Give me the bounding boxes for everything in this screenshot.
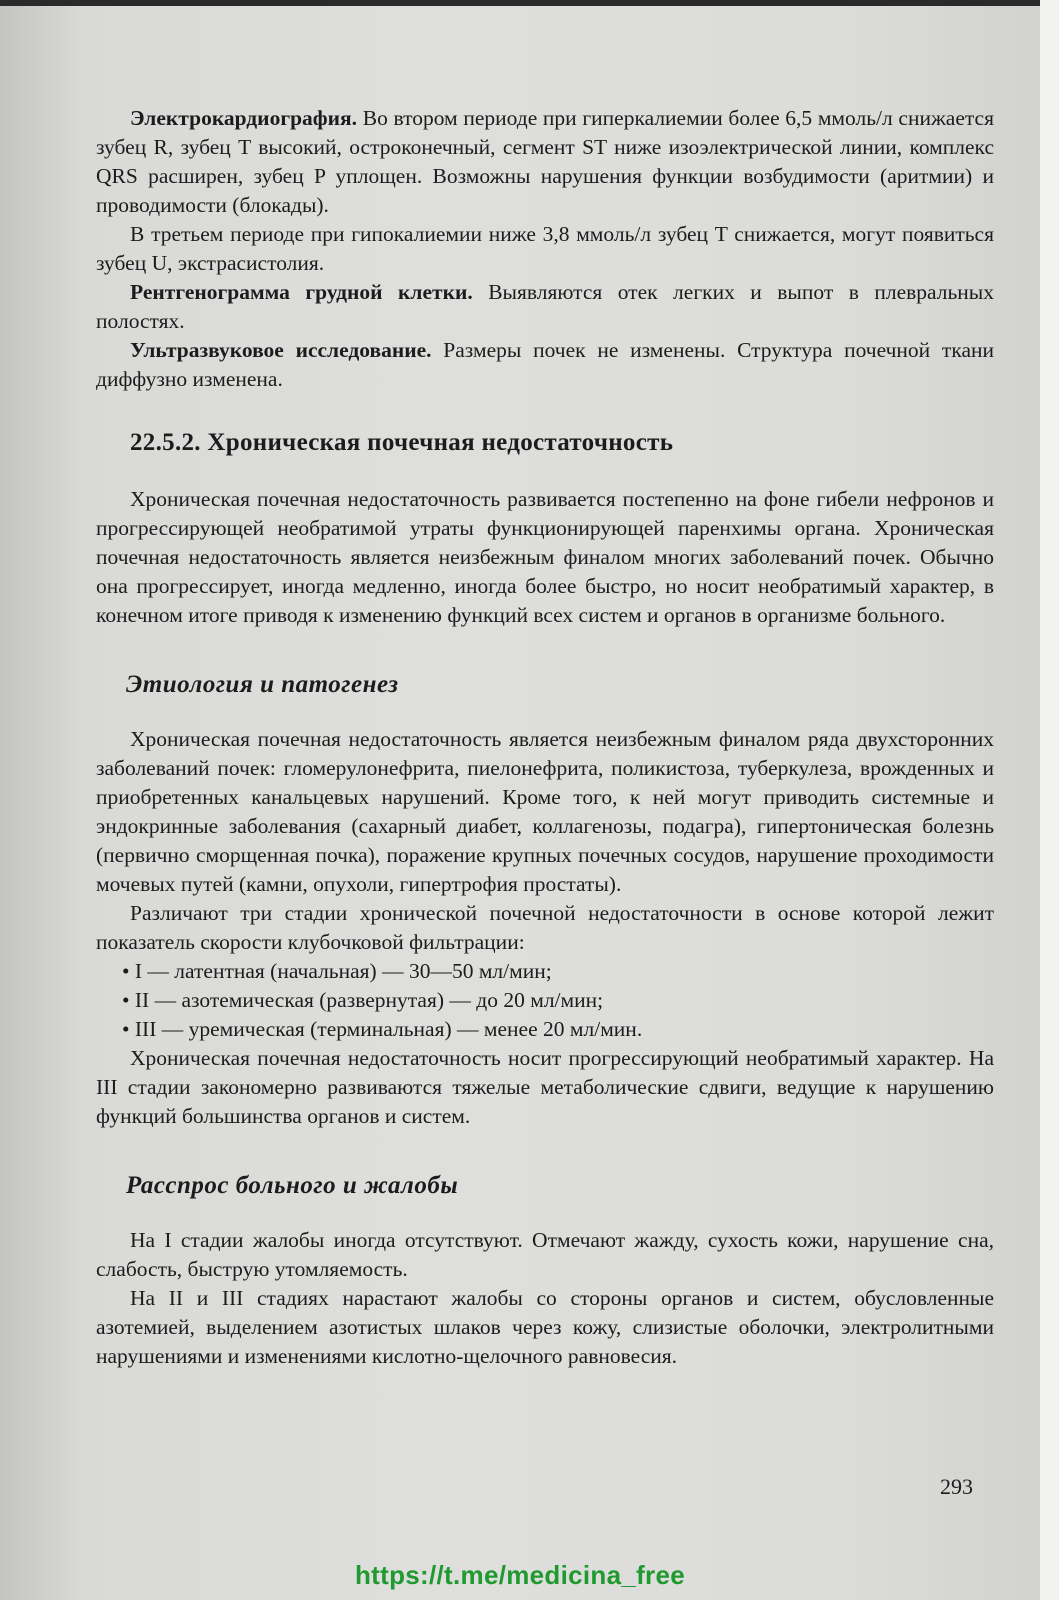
etiology-paragraph-2: Различают три стадии хронической почечной недостаточности в основе которой лежит показатель скорости клубочковой фильтрации: <box>96 901 994 954</box>
ecg-heading: Электрокардиография. <box>130 106 358 130</box>
xray-text: Выявляются отек легких и выпот в плевральных полостях. <box>96 280 994 333</box>
third-period-text: В третьем периоде при гипокалиемии ниже 3,8 ммоль/л зубец T снижается, могут появиться зубец U, экстрасистолия. <box>96 222 994 275</box>
page-content <box>96 104 994 1371</box>
etiology-paragraph-3: Хроническая почечная недостаточность носит прогрессирующий необратимый характер. На III стадии закономерно развиваются тяжелые метаболические сдвиги, ведущие к нарушению функций большинства органов и систем. <box>96 1046 994 1128</box>
ecg-text: Во втором периоде при гиперкалиемии более 6,5 ммоль/л снижается зубец R, зубец T высокий, остроконечный, сегмент ST ниже изоэлектрической линии, комплекс QRS расширен, зубец P уплощен. Возможны нарушения функции возбудимости (аритмии) и проводимости (блокады). <box>96 106 994 217</box>
stages-list <box>96 957 994 1044</box>
ultrasound-text: Размеры почек не изменены. Структура почечной ткани диффузно изменена. <box>96 338 994 391</box>
paragraph-xray <box>96 278 994 336</box>
paragraph-ultrasound <box>96 336 994 394</box>
stage-item: • III — уремическая (терминальная) — менее 20 мл/мин. <box>122 1017 643 1041</box>
section-title: 22.5.2. Хроническая почечная недостаточность <box>130 429 674 456</box>
complaints-paragraph-1: На I стадии жалобы иногда отсутствуют. Отмечают жажду, сухость кожи, нарушение сна, слабость, быструю утомляемость. <box>96 1228 994 1281</box>
complaints-title: Расспрос больного и жалобы <box>126 1172 459 1199</box>
stage-item: • I — латентная (начальная) — 30—50 мл/мин; <box>122 959 552 983</box>
page-number: 293 <box>940 1474 973 1499</box>
ultrasound-heading: Ультразвуковое исследование. <box>130 338 432 362</box>
etiology-paragraph-1: Хроническая почечная недостаточность является неизбежным финалом ряда двухсторонних заболеваний почек: гломерулонефрита, пиелонефрита, поликистоза, туберкулеза, врожденных и приобретенных канальцевых нарушений. Кроме того, к ней могут приводить системные и эндокринные заболевания (сахарный диабет, коллагенозы, подагра), гипертоническая болезнь (первично сморщенная почка), поражение крупных почечных сосудов, нарушение проходимости мочевых путей (камни, опухоли, гипертрофия простаты). <box>96 727 994 896</box>
stage-item: • II — азотемическая (развернутая) — до 20 мл/мин; <box>122 988 604 1012</box>
footer-link[interactable]: https://t.me/medicina_free <box>355 1560 685 1590</box>
paragraph-third-period <box>96 220 994 278</box>
etiology-title: Этиология и патогенез <box>126 671 399 698</box>
complaints-paragraph-2: На II и III стадиях нарастают жалобы со стороны органов и систем, обусловленные азотемией, выделением азотистых шлаков через кожу, слизистые оболочки, электролитными нарушениями и изменениями кислотно-щелочного равновесия. <box>96 1286 994 1368</box>
paragraph-ecg <box>96 104 994 220</box>
section-intro: Хроническая почечная недостаточность развивается постепенно на фоне гибели нефронов и прогрессирующей необратимой утраты функционирующей паренхимы органа. Хроническая почечная недостаточность является неизбежным финалом многих заболеваний почек. Обычно она прогрессирует, иногда медленно, иногда более быстро, но носит необратимый характер, в конечном итоге приводя к изменению функций всех систем и органов в организме больного. <box>96 487 994 627</box>
scan-right-margin <box>1040 0 1059 1600</box>
scan-top-edge <box>0 0 1059 6</box>
xray-heading: Рентгенограмма грудной клетки. <box>130 280 473 304</box>
